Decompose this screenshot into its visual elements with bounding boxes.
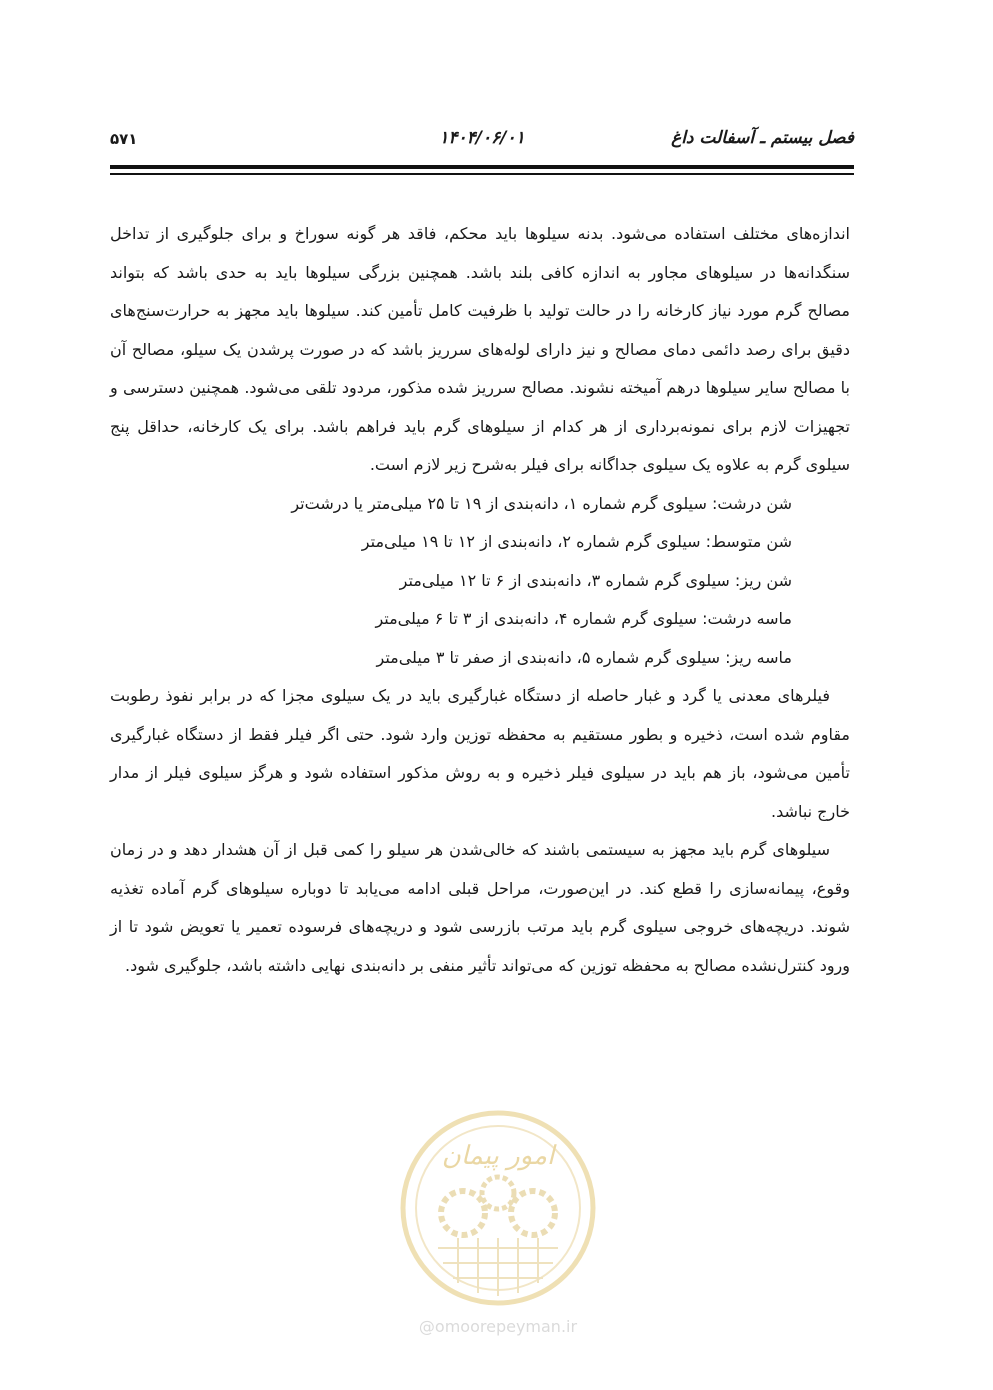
list-item: شن ریز: سیلوی گرم شماره ۳، دانه‌بندی از ۶ تا ۱۲ میلی‌متر bbox=[399, 570, 792, 590]
list-item: شن درشت: سیلوی گرم شماره ۱، دانه‌بندی از ۱۹ تا ۲۵ میلی‌متر یا درشت‌تر bbox=[291, 493, 792, 513]
list-item: شن متوسط: سیلوی گرم شماره ۲، دانه‌بندی از ۱۲ تا ۱۹ میلی‌متر bbox=[361, 532, 792, 551]
header-rule-thin bbox=[110, 173, 854, 175]
chapter-title: فصل بیستم ـ آسفالت داغ bbox=[671, 128, 854, 148]
page-body bbox=[110, 215, 850, 985]
watermark-logo bbox=[383, 1098, 613, 1348]
list-item: ماسه ریز: سیلوی گرم شماره ۵، دانه‌بندی از صفر تا ۳ میلی‌متر bbox=[376, 647, 792, 667]
watermark-logo-text: امور پیمان bbox=[441, 1141, 555, 1171]
page-header bbox=[110, 128, 854, 158]
paragraph-2: فیلرهای معدنی یا گرد و غبار حاصله از دستگاه غبارگیری باید در یک سیلوی مجزا که در برابر نفوذ رطوبت مقاوم شده است، ذخیره و بطور مستقیم به محفظه توزین وارد شود. حتی اگر فیلر فقط از دستگاه غبارگیری تأمین می‌شود، باز هم باید در سیلوی فیلر ذخیره و به روش مذکور استفاده شود و هرگز سیلوی فیلر از مدار خارج نباشد. bbox=[110, 686, 850, 821]
paragraph-1: اندازه‌های مختلف استفاده می‌شود. بدنه سیلوها باید محکم، فاقد هر گونه سوراخ و برای جلوگیری از تداخل سنگدانه‌ها در سیلوهای مجاور به اندازه کافی بلند باشد. همچنین بزرگی سیلوها باید به حدی باشد که بتواند مصالح گرم مورد نیاز کارخانه را در حالت تولید با ظرفیت کامل تأمین کند. سیلوها باید مجهز به حرارت‌سنج‌های دقیق برای رصد دائمی دمای مصالح و نیز دارای لوله‌های سرریز باشد که در صورت پرشدن یک سیلو، مصالح آن با مصالح سایر سیلوها درهم آمیخته نشوند. مصالح سرریز شده مذکور، مردود تلقی می‌شود. همچنین دسترسی و تجهیزات لازم برای نمونه‌برداری از هر کدام از سیلوهای گرم باید فراهم باشد. برای یک کارخانه، حداقل پنج سیلوی گرم به علاوه یک سیلوی جداگانه برای فیلر به‌شرح زیر لازم است. bbox=[110, 224, 850, 474]
header-rule-thick bbox=[110, 165, 854, 169]
header-date: ۱۴۰۴/۰۶/۰۱ bbox=[439, 128, 525, 148]
page-number: ۵۷۱ bbox=[110, 130, 138, 148]
silo-list bbox=[110, 485, 850, 678]
paragraph-3: سیلوهای گرم باید مجهز به سیستمی باشند که خالی‌شدن هر سیلو را کمی قبل از آن هشدار دهد و در زمان وقوع، پیمانه‌سازی را قطع کند. در این‌صورت، مراحل قبلی ادامه می‌یابد تا دوباره سیلوهای گرم آماده تغذیه شوند. دریچه‌های خروجی سیلوی گرم باید مرتب بازرسی شود و دریچه‌های فرسوده تعمیر یا تعویض شود تا از ورود کنترل‌نشده مصالح به محفظه توزین که می‌تواند تأثیر منفی بر دانه‌بندی نهایی داشته باشد، جلوگیری شود. bbox=[110, 840, 850, 975]
watermark-url: @omoorepeyman.ir bbox=[418, 1317, 578, 1336]
list-item: ماسه درشت: سیلوی گرم شماره ۴، دانه‌بندی از ۳ تا ۶ میلی‌متر bbox=[375, 609, 792, 628]
